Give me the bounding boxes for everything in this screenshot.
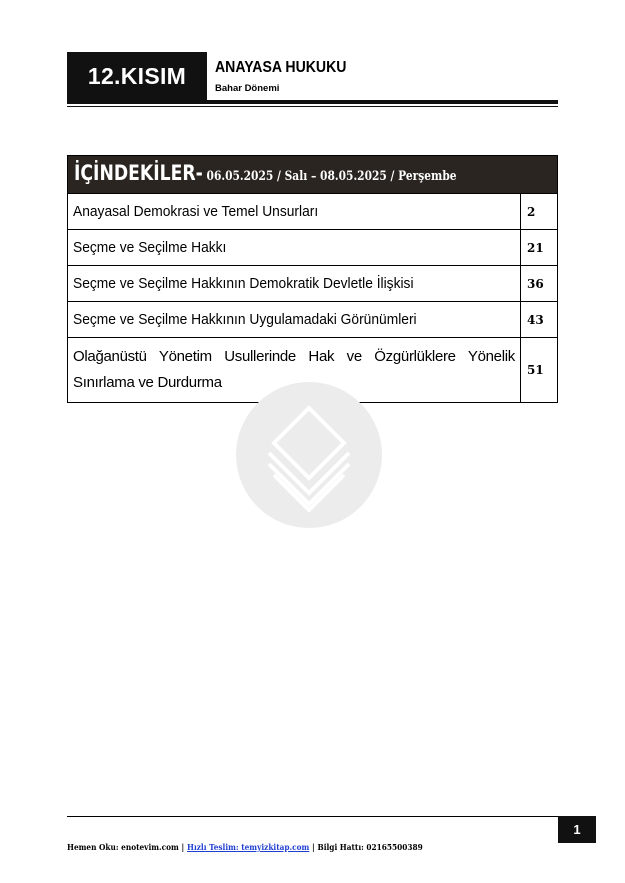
toc-heading: İÇİNDEKİLER-	[74, 161, 203, 185]
course-title: ANAYASA HUKUKU	[215, 59, 347, 76]
course-subtitle: Bahar Dönemi	[215, 83, 280, 94]
watermark-logo	[236, 382, 382, 528]
toc-row-page: 36	[527, 276, 544, 291]
toc-row[interactable]	[68, 301, 557, 337]
header-rule-thick	[67, 100, 558, 104]
toc-row-title[interactable]: Seçme ve Seçilme Hakkı	[73, 238, 227, 256]
header-rule-thin	[67, 106, 558, 107]
toc-row-title[interactable]: Olağanüstü Yönetim Usullerinde Hak ve Özgürlüklere Yönelik Sınırlama ve Durdurma	[73, 348, 515, 391]
page-header	[67, 52, 558, 108]
toc-header	[68, 156, 557, 193]
footer-separator: |	[312, 842, 315, 852]
footer-delivery-link[interactable]: Hızlı Teslim: temyizkitap.com	[187, 842, 310, 852]
toc-row[interactable]	[68, 265, 557, 301]
toc-row-page: 43	[527, 312, 544, 327]
toc-row-title[interactable]: Seçme ve Seçilme Hakkının Uygulamadaki Görünümleri	[73, 310, 417, 328]
table-of-contents	[67, 155, 558, 403]
toc-dates: 06.05.2025 / Salı – 08.05.2025 / Perşembe	[202, 169, 457, 184]
toc-row-title[interactable]: Seçme ve Seçilme Hakkının Demokratik Devletle İlişkisi	[73, 274, 414, 292]
toc-row-page: 51	[527, 363, 544, 377]
footer-hotline: Bilgi Hattı: 02165500389	[317, 842, 423, 852]
footer-read-link[interactable]: Hemen Oku: enotevim.com	[67, 842, 179, 852]
part-label: 12.KISIM	[67, 52, 207, 100]
toc-row-title[interactable]: Anayasal Demokrasi ve Temel Unsurları	[73, 202, 319, 220]
footer-separator: |	[181, 842, 185, 852]
toc-row[interactable]	[68, 193, 557, 229]
toc-row-page: 21	[527, 240, 544, 255]
toc-row-page: 2	[527, 204, 536, 219]
footer-bar	[67, 842, 423, 852]
stacked-pages-icon	[236, 382, 382, 528]
footer-rule	[67, 816, 558, 817]
toc-row[interactable]	[68, 229, 557, 265]
page-number: 1	[558, 816, 596, 843]
